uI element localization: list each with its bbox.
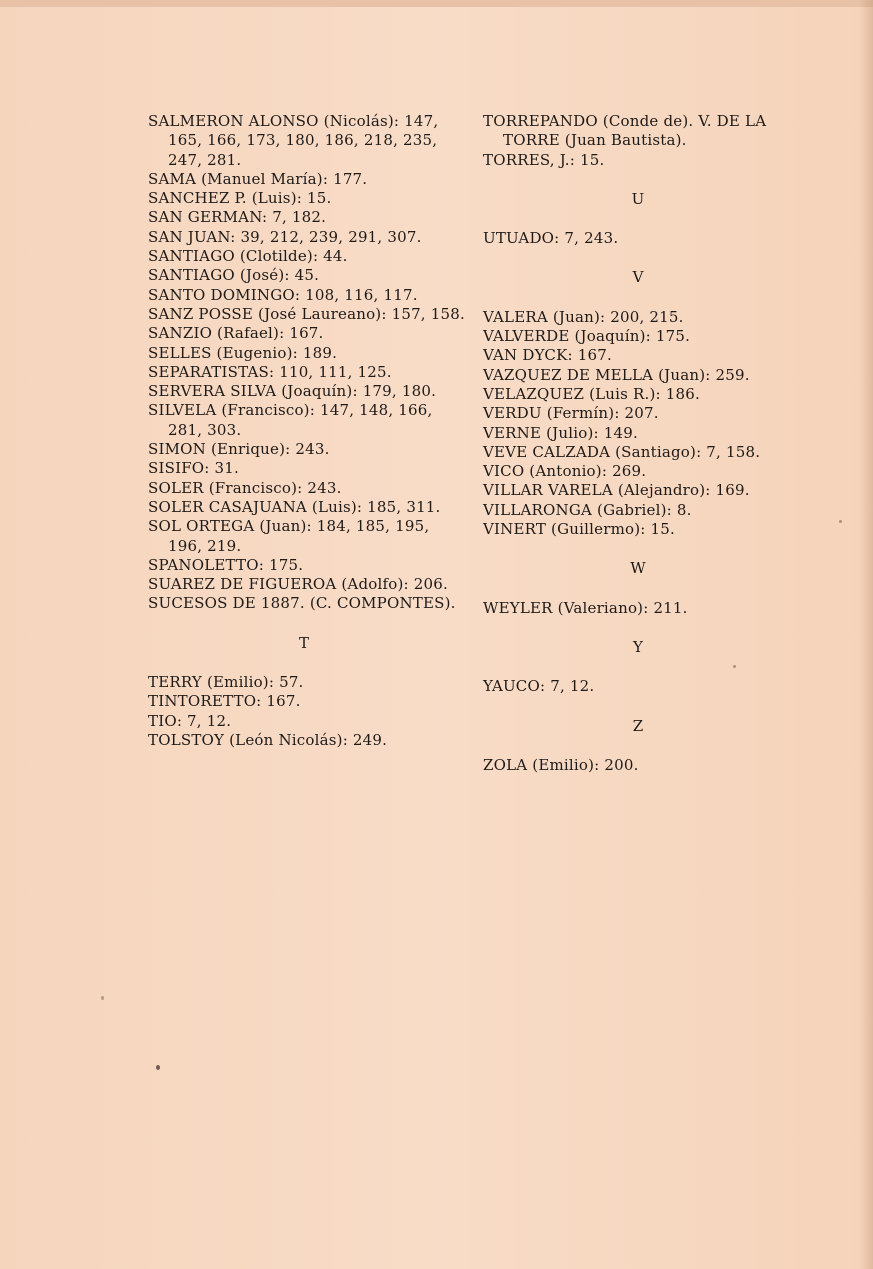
index-entry: SUAREZ DE FIGUEROA (Adolfo): 206.	[148, 575, 448, 594]
index-entry: SEPARATISTAS: 110, 111, 125.	[148, 362, 392, 381]
index-entry: VAZQUEZ DE MELLA (Juan): 259.	[483, 365, 750, 384]
index-entry: VICO (Antonio): 269.	[483, 462, 647, 481]
index-entry: TIO: 7, 12.	[148, 711, 232, 730]
index-entry: SIMON (Enrique): 243.	[148, 440, 330, 459]
index-entry: UTUADO: 7, 243.	[483, 229, 619, 248]
page-top-edge	[0, 0, 873, 7]
index-entry: SAMA (Manuel María): 177.	[148, 169, 368, 188]
section-letter-z: Z	[632, 716, 644, 735]
index-column-right	[483, 112, 803, 775]
index-entry: SERVERA SILVA (Joaquín): 179, 180.	[148, 382, 437, 401]
section-letter-t: T	[298, 633, 309, 652]
section-letter-y: Y	[633, 637, 643, 656]
index-entry: SANTIAGO (Clotilde): 44.	[148, 247, 348, 266]
index-entry: VERDU (Fermín): 207.	[483, 404, 659, 423]
index-entry: TINTORETTO: 167.	[148, 692, 301, 711]
index-entry: TOLSTOY (León Nicolás): 249.	[148, 730, 388, 749]
index-entry: VAN DYCK: 167.	[483, 346, 612, 365]
index-column-left	[148, 112, 468, 750]
index-entry: TORREPANDO (Conde de). V. DE LA TORRE (Juan Bautista).	[483, 112, 767, 150]
index-entry: SOL ORTEGA (Juan): 184, 185, 195, 196, 219.	[148, 517, 430, 555]
index-entry: SAN GERMAN: 7, 182.	[148, 208, 327, 227]
index-entry: VERNE (Julio): 149.	[483, 423, 638, 442]
paper-speck	[101, 996, 104, 1000]
index-entry: SISIFO: 31.	[148, 459, 239, 478]
index-entry: SANTIAGO (José): 45.	[148, 266, 320, 285]
index-entry: VELAZQUEZ (Luis R.): 186.	[483, 384, 700, 403]
index-entry: TORRES, J.: 15.	[483, 150, 605, 169]
index-entry: VALERA (Juan): 200, 215.	[483, 307, 684, 326]
paper-speck	[839, 520, 842, 523]
index-entry: SOLER (Francisco): 243.	[148, 478, 342, 497]
index-entry: SANZIO (Rafael): 167.	[148, 324, 324, 343]
index-entry: TERRY (Emilio): 57.	[148, 673, 304, 692]
index-entry: SELLES (Eugenio): 189.	[148, 343, 338, 362]
index-entry: VILLAR VARELA (Alejandro): 169.	[483, 481, 750, 500]
section-letter-w: W	[630, 559, 646, 578]
paper-speck	[156, 1065, 160, 1070]
index-entry: VEVE CALZADA (Santiago): 7, 158.	[483, 442, 761, 461]
page-right-edge	[859, 0, 873, 1269]
index-entry: VINERT (Guillermo): 15.	[483, 520, 675, 539]
index-entry: SPANOLETTO: 175.	[148, 555, 304, 574]
index-entry: SOLER CASAJUANA (Luis): 185, 311.	[148, 497, 441, 516]
index-entry: ZOLA (Emilio): 200.	[483, 755, 639, 774]
index-entry: SUCESOS DE 1887. (C. COMPONTES).	[148, 594, 456, 613]
index-entry: WEYLER (Valeriano): 211.	[483, 598, 688, 617]
paper-speck	[733, 665, 736, 668]
index-entry: SANCHEZ P. (Luis): 15.	[148, 189, 332, 208]
index-entry: SILVELA (Francisco): 147, 148, 166, 281, 303.	[148, 401, 433, 439]
index-entry: SANTO DOMINGO: 108, 116, 117.	[148, 285, 418, 304]
index-entry: VILLARONGA (Gabriel): 8.	[483, 500, 692, 519]
index-entry: SAN JUAN: 39, 212, 239, 291, 307.	[148, 227, 422, 246]
index-entry: VALVERDE (Joaquín): 175.	[483, 327, 691, 346]
index-entry: SALMERON ALONSO (Nicolás): 147, 165, 166, 173, 180, 186, 218, 235, 247, 281.	[148, 112, 439, 169]
section-letter-v: V	[632, 268, 644, 287]
index-entry: SANZ POSSE (José Laureano): 157, 158.	[148, 304, 465, 323]
index-entry: YAUCO: 7, 12.	[483, 677, 595, 696]
section-letter-u: U	[631, 189, 645, 208]
